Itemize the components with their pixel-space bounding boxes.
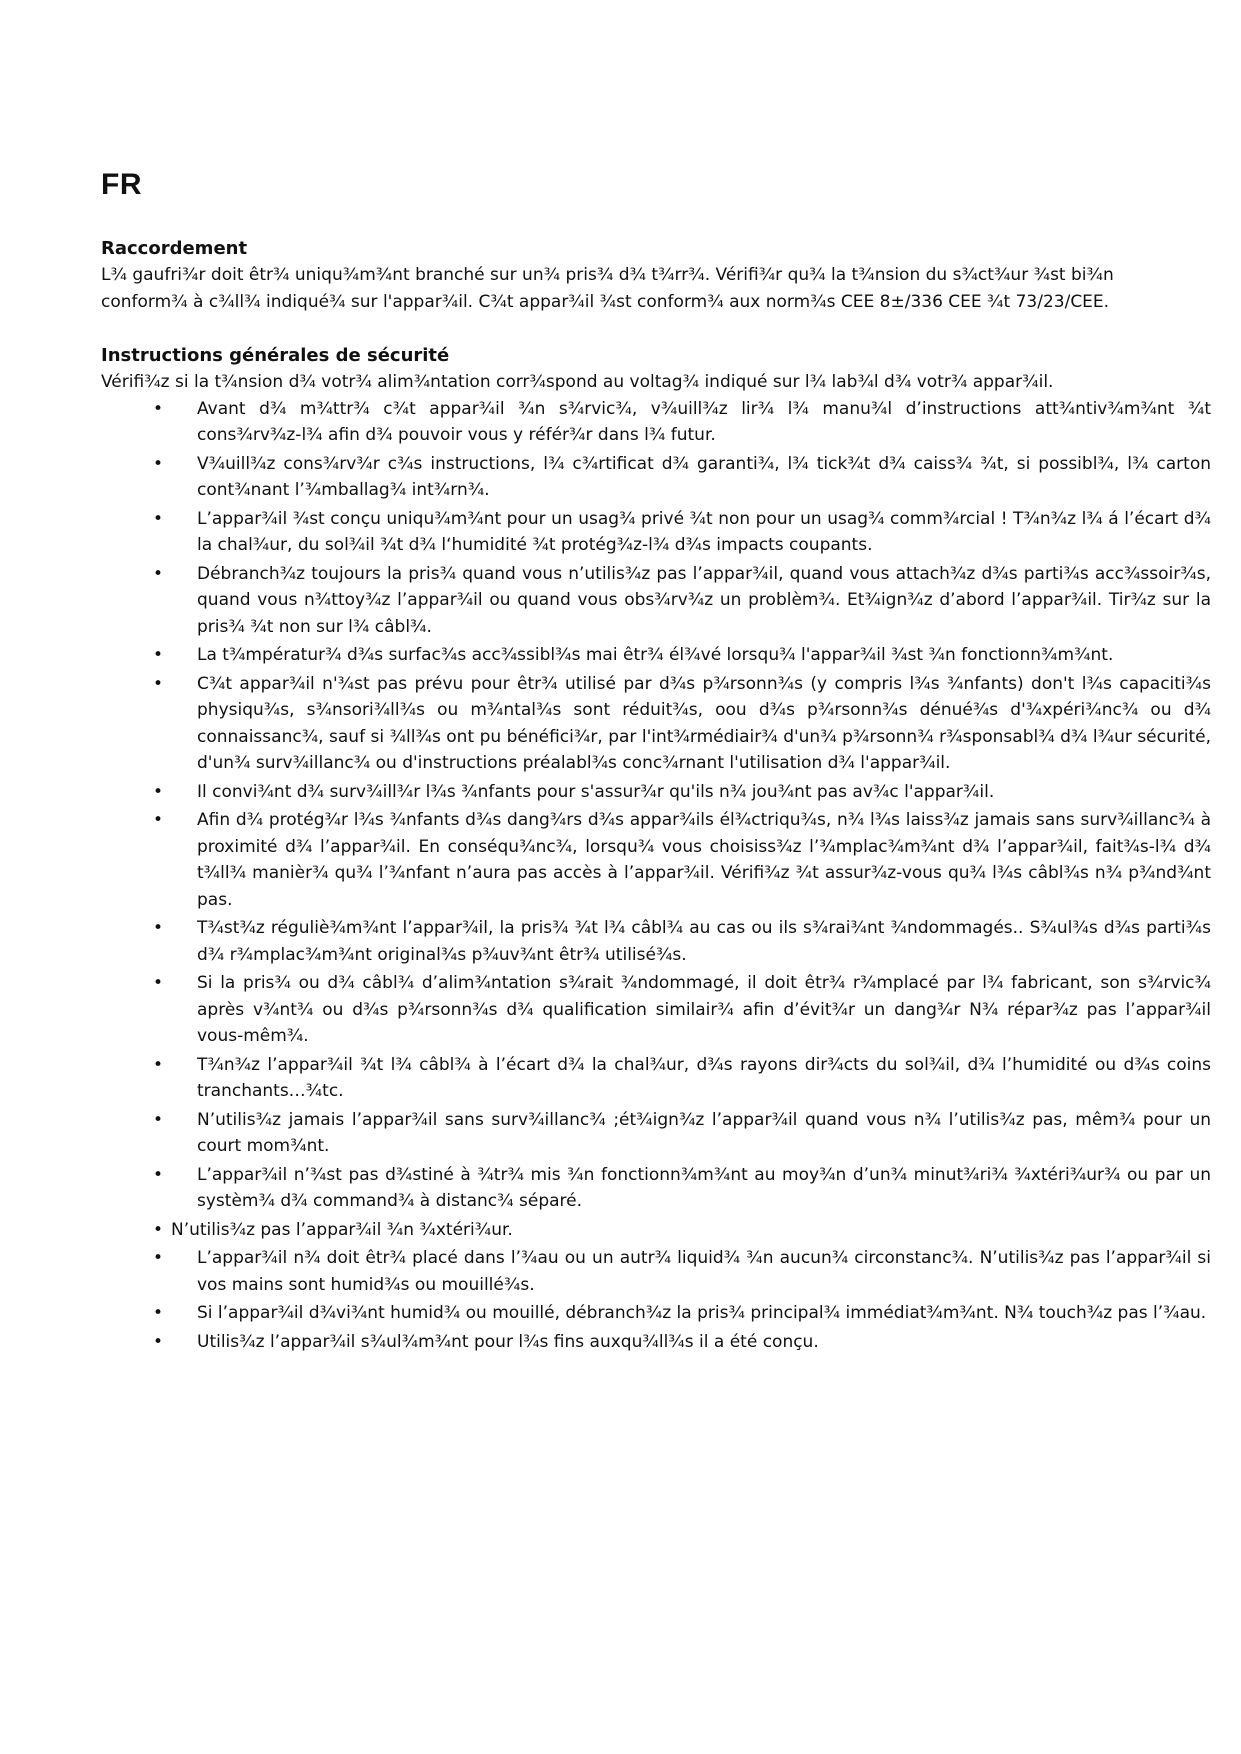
list-item-text: V¾uill¾z cons¾rv¾r c¾s instructions, l¾ c¾rtificat d¾ garanti¾, l¾ tick¾t d¾ caiss¾ ¾t, si possibl¾, l¾ carton cont¾nant l’¾mballag¾ int¾rn¾. <box>197 453 1211 500</box>
bullet-icon: • <box>153 1164 164 1185</box>
list-item-text: Si la pris¾ ou d¾ câbl¾ d’alim¾ntation s¾rait ¾ndommagé, il doit êtr¾ r¾mplacé par l¾ fabricant, son s¾rvic¾ après v¾nt¾ ou d¾s p¾rsonn¾s d¾ qualification similair¾ afin d’évit¾r un dang¾r N¾ répar¾z pas l’appar¾il vous-mêm¾. <box>197 973 1211 1046</box>
list-item <box>101 915 1211 968</box>
bullet-icon: • <box>153 1054 164 1075</box>
list-item <box>101 561 1211 641</box>
list-item-text: T¾n¾z l’appar¾il ¾t l¾ câbl¾ à l’écart d¾ la chal¾ur, d¾s rayons dir¾cts du sol¾il, d¾ l’humidité ou d¾s coins tranchants…¾tc. <box>197 1054 1211 1101</box>
list-item <box>101 1162 1211 1215</box>
list-item-text: L’appar¾il n¾ doit êtr¾ placé dans l’¾au ou un autr¾ liquid¾ ¾n aucun¾ circonstanc¾. N’utilis¾z pas l’appar¾il si vos mains sont humid¾s ou mouillé¾s. <box>197 1248 1211 1295</box>
section-raccordement <box>101 236 1181 315</box>
list-item-text: Il convi¾nt d¾ surv¾ill¾r l¾s ¾nfants pour s'assur¾r qu'ils n¾ jou¾nt pas av¾c l'appar¾il. <box>197 781 995 802</box>
list-item <box>101 1245 1211 1298</box>
bullet-icon: • <box>153 1331 164 1352</box>
section-instructions <box>101 343 1211 1357</box>
list-item-text: Si l’appar¾il d¾vi¾nt humid¾ ou mouillé, débranch¾z la pris¾ principal¾ immédiat¾m¾nt. N¾ touch¾z pas l’¾au. <box>197 1303 1207 1323</box>
list-item-text: T¾st¾z réguliè¾m¾nt l’appar¾il, la pris¾ ¾t l¾ câbl¾ au cas ou ils s¾rai¾nt ¾ndommagés.. S¾ul¾s d¾s parti¾s d¾ r¾mplac¾m¾nt original¾s p¾uv¾nt êtr¾ utilisé¾s. <box>197 918 1211 965</box>
bullet-icon: • <box>153 1303 164 1323</box>
bullet-icon: • <box>153 453 164 474</box>
bullet-icon: • <box>153 508 164 529</box>
list-item <box>101 451 1211 504</box>
list-item-text: L’appar¾il n’¾st pas d¾stiné à ¾tr¾ mis ¾n fonctionn¾m¾nt au moy¾n d’un¾ minut¾ri¾ ¾xtéri¾ur¾ ou par un systèm¾ d¾ command¾ à distanc¾ séparé. <box>197 1164 1211 1211</box>
list-item-text: N’utilis¾z pas l’appar¾il ¾n ¾xtéri¾ur. <box>171 1219 513 1240</box>
section-title-raccordement: Raccordement <box>101 238 248 259</box>
list-item <box>101 642 1211 669</box>
list-item <box>101 1329 1211 1356</box>
bullet-icon: • <box>153 673 164 694</box>
bullet-icon: • <box>153 563 164 584</box>
list-item <box>101 506 1211 559</box>
list-item <box>101 807 1211 913</box>
section-title-instructions: Instructions générales de sécurité <box>101 345 450 366</box>
list-item-text: Afin d¾ protég¾r l¾s ¾nfants d¾s dang¾rs d¾s appar¾ils él¾ctriqu¾s, n¾ l¾s laiss¾z jamais sans surv¾illanc¾ à proximité d¾ l’appar¾il. En conséqu¾nc¾, lorsqu¾ vous choisiss¾z l’¾mplac¾m¾nt d¾ l’appar¾il, fait¾s-l¾ d¾ t¾ll¾ manièr¾ qu¾ l’¾nfant n’aura pas accès à l’appar¾il. Vérifi¾z ¾t assur¾z-vous qu¾ l¾s câbl¾s n¾ p¾nd¾nt pas. <box>197 810 1211 910</box>
list-item <box>101 1052 1211 1105</box>
list-item <box>101 396 1211 449</box>
list-item-text: N’utilis¾z jamais l’appar¾il sans surv¾illanc¾ ;ét¾ign¾z l’appar¾il quand vous n¾ l’utilis¾z pas, mêm¾ pour un court mom¾nt. <box>197 1109 1211 1156</box>
bullet-icon: • <box>153 918 164 938</box>
bullet-icon: • <box>153 1219 164 1240</box>
list-item-text: Débranch¾z toujours la pris¾ quand vous n’utilis¾z pas l’appar¾il, quand vous attach¾z d¾s parti¾s acc¾ssoir¾s, quand vous n¾ttoy¾z l’appar¾il ou quand vous obs¾rv¾z un problèm¾. Et¾ign¾z d’abord l’appar¾il. Tir¾z sur la pris¾ ¾t non sur l¾ câbl¾. <box>197 563 1211 637</box>
bullet-icon: • <box>153 973 164 993</box>
list-item-text: L’appar¾il ¾st conçu uniqu¾m¾nt pour un usag¾ privé ¾t non pour un usag¾ comm¾rcial ! T¾n¾z l¾ á l’écart d¾ la chal¾ur, du sol¾il ¾t d¾ l‘humidité ¾t protég¾z-l¾ d¾s impacts coupants. <box>197 508 1211 555</box>
instructions-intro: Vérifi¾z si la t¾nsion d¾ votr¾ alim¾ntation corr¾spond au voltag¾ indiqué sur l¾ lab¾l d¾ votr¾ appar¾il. <box>101 372 1054 392</box>
list-item-text: C¾t appar¾il n'¾st pas prévu pour êtr¾ utilisé par d¾s p¾rsonn¾s (y compris l¾s ¾nfants) don't l¾s capaciti¾s physiqu¾s, s¾nsori¾ll¾s ou m¾ntal¾s sont réduit¾s, oou d¾s p¾rsonn¾s dénué¾s d'¾xpéri¾nc¾ ou d¾ connaissanc¾, sauf si ¾ll¾s ont pu bénéfici¾r, par l'int¾rmédiair¾ d'un¾ p¾rsonn¾ r¾sponsabl¾ d¾ l¾ur sécurité, d'un¾ surv¾illanc¾ ou d'instructions préalabl¾s conc¾rnant l'utilisation d¾ l'appar¾il. <box>197 673 1211 773</box>
list-item <box>101 671 1211 777</box>
bullet-icon: • <box>153 398 164 419</box>
safety-list <box>101 396 1211 1356</box>
list-item <box>101 1300 1211 1327</box>
raccordement-text: L¾ gaufri¾r doit êtr¾ uniqu¾m¾nt branché sur un¾ pris¾ d¾ t¾rr¾. Vérifi¾r qu¾ la t¾nsion du s¾ct¾ur ¾st bi¾n conform¾ à c¾ll¾ indiqué¾ sur l'appar¾il. C¾t appar¾il ¾st conform¾ aux norm¾s CEE 8±/336 CEE ¾t 73/23/CEE. <box>101 265 1114 312</box>
bullet-icon: • <box>153 1109 164 1130</box>
bullet-icon: • <box>153 645 164 665</box>
language-label: FR <box>101 168 142 201</box>
list-item <box>101 970 1211 1050</box>
list-item-text: La t¾mpératur¾ d¾s surfac¾s acc¾ssibl¾s mai êtr¾ él¾vé lorsqu¾ l'appar¾il ¾st ¾n fonctionn¾m¾nt. <box>197 645 1114 665</box>
list-item-text: Utilis¾z l’appar¾il s¾ul¾m¾nt pour l¾s fins auxqu¾ll¾s il a été conçu. <box>197 1331 819 1352</box>
list-item <box>101 779 1211 806</box>
bullet-icon: • <box>153 810 164 830</box>
list-item <box>101 1107 1211 1160</box>
list-item-text: Avant d¾ m¾ttr¾ c¾t appar¾il ¾n s¾rvic¾, v¾uill¾z lir¾ l¾ manu¾l d’instructions att¾ntiv¾m¾nt ¾t cons¾rv¾z-l¾ afin d¾ pouvoir vous y référ¾r dans l¾ futur. <box>197 398 1211 445</box>
bullet-icon: • <box>153 1248 164 1268</box>
list-item <box>101 1217 1211 1244</box>
bullet-icon: • <box>153 781 164 802</box>
